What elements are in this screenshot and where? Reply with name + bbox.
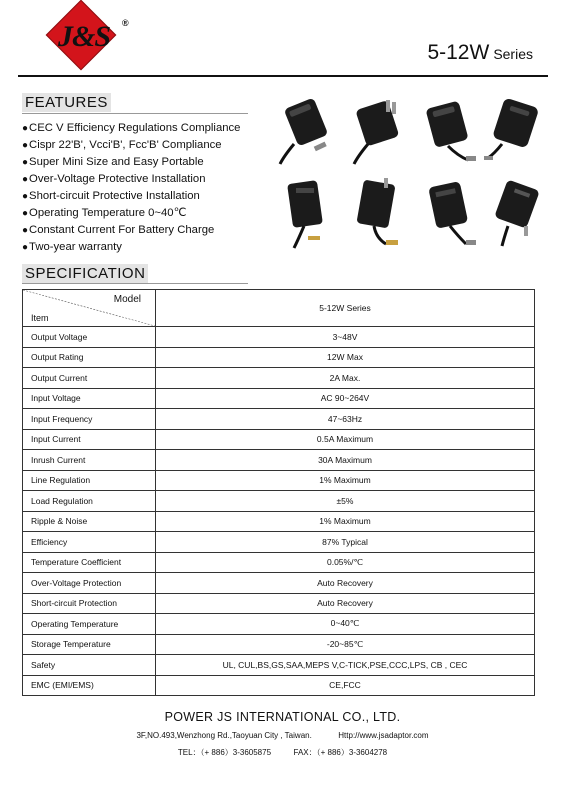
spec-value: 1% Maximum	[156, 511, 535, 532]
spec-value: 1% Maximum	[156, 470, 535, 491]
spec-value: ±5%	[156, 491, 535, 512]
spec-item: Inrush Current	[23, 450, 156, 471]
power-adapter-icon	[484, 178, 546, 250]
feature-item: ● Over-Voltage Protective Installation	[22, 171, 240, 188]
spec-item: Temperature Coefficient	[23, 552, 156, 573]
power-adapter-icon	[346, 94, 408, 166]
spec-value: 0.05%/℃	[156, 552, 535, 573]
power-adapter-icon	[346, 178, 408, 250]
series-suffix: Series	[493, 46, 533, 62]
spec-value: CE,FCC	[156, 675, 535, 696]
feature-item: ● Short-circuit Protective Installation	[22, 188, 240, 205]
feature-item: ● Super Mini Size and Easy Portable	[22, 154, 240, 171]
spec-value: 47~63Hz	[156, 409, 535, 430]
spec-item: Ripple & Noise	[23, 511, 156, 532]
spec-value: Auto Recovery	[156, 593, 535, 614]
spec-item: Safety	[23, 655, 156, 676]
model-label: Model	[113, 294, 141, 305]
registered-mark: ®	[122, 18, 129, 28]
table-row	[23, 327, 535, 348]
spec-item: Output Rating	[23, 347, 156, 368]
contact-line	[0, 747, 565, 758]
spec-value: Auto Recovery	[156, 573, 535, 594]
spec-item: Efficiency	[23, 532, 156, 553]
table-row	[23, 347, 535, 368]
tel-number: （+ 886）3-3605875	[200, 748, 272, 757]
table-row	[23, 634, 535, 655]
fax-label: FAX：	[293, 748, 317, 757]
table-row	[23, 552, 535, 573]
company-name: POWER JS INTERNATIONAL CO., LTD.	[164, 710, 401, 724]
spec-value: AC 90~264V	[156, 388, 535, 409]
feature-item: ● CEC V Efficiency Regulations Compliance	[22, 120, 240, 137]
power-adapter-icon	[418, 178, 480, 250]
model-value: 5-12W Series	[156, 290, 535, 327]
spec-item: Load Regulation	[23, 491, 156, 512]
features-list	[22, 120, 240, 256]
feature-item: ● Constant Current For Battery Charge	[22, 222, 240, 239]
spec-value: -20~85℃	[156, 634, 535, 655]
spec-item: Output Current	[23, 368, 156, 389]
table-row	[23, 593, 535, 614]
power-adapter-icon	[484, 94, 546, 166]
table-row	[23, 409, 535, 430]
spec-item: EMC (EMI/EMS)	[23, 675, 156, 696]
address-line	[0, 731, 565, 740]
header-rule	[18, 75, 548, 77]
spec-value: 30A Maximum	[156, 450, 535, 471]
table-row	[23, 470, 535, 491]
features-divider	[22, 113, 248, 114]
spec-item: Operating Temperature	[23, 614, 156, 635]
spec-value: UL, CUL,BS,GS,SAA,MEPS V,C-TICK,PSE,CCC,LPS, CB , CEC	[156, 655, 535, 676]
spec-item: Short-circuit Protection	[23, 593, 156, 614]
table-row	[23, 614, 535, 635]
table-row	[23, 655, 535, 676]
logo-text: J&S	[57, 20, 111, 53]
spec-value: 0.5A Maximum	[156, 429, 535, 450]
table-header-row	[23, 290, 535, 327]
table-row	[23, 491, 535, 512]
spec-item: Input Voltage	[23, 388, 156, 409]
spec-table	[22, 289, 535, 696]
feature-item: ● Operating Temperature 0~40℃	[22, 205, 240, 222]
fax-number: （+ 886）3-3604278	[316, 748, 388, 757]
product-photos	[258, 92, 548, 260]
feature-item: ● Cispr 22'B', Vcci'B', Fcc'B' Compliance	[22, 137, 240, 154]
table-row	[23, 675, 535, 696]
tel-label: TEL：	[177, 748, 201, 757]
specification-divider	[22, 283, 248, 284]
power-adapter-icon	[274, 178, 336, 250]
logo	[44, 12, 129, 66]
features-heading: FEATURES	[22, 93, 111, 112]
item-label: Item	[31, 313, 49, 323]
spec-value: 12W Max	[156, 347, 535, 368]
spec-item: Output Voltage	[23, 327, 156, 348]
address: 3F,NO.493,Wenzhong Rd.,Taoyuan City , Taiwan.	[136, 731, 312, 740]
website-link[interactable]: Http://www.jsadaptor.com	[338, 731, 429, 740]
spec-item: Over-Voltage Protection	[23, 573, 156, 594]
spec-value: 2A Max.	[156, 368, 535, 389]
spec-item: Storage Temperature	[23, 634, 156, 655]
spec-item: Line Regulation	[23, 470, 156, 491]
table-row	[23, 511, 535, 532]
spec-value: 3~48V	[156, 327, 535, 348]
table-row	[23, 450, 535, 471]
feature-item: ● Two-year warranty	[22, 239, 240, 256]
model-item-header	[23, 290, 156, 327]
table-row	[23, 388, 535, 409]
spec-item: Input Current	[23, 429, 156, 450]
spec-value: 87% Typical	[156, 532, 535, 553]
power-adapter-icon	[418, 94, 480, 166]
power-adapter-icon	[274, 94, 336, 166]
table-row	[23, 532, 535, 553]
spec-item: Input Frequency	[23, 409, 156, 430]
table-row	[23, 429, 535, 450]
page-title	[427, 41, 533, 65]
specification-heading: SPECIFICATION	[22, 264, 148, 283]
spec-value: 0~40℃	[156, 614, 535, 635]
table-row	[23, 368, 535, 389]
series-name: 5-12W	[427, 41, 490, 64]
table-row	[23, 573, 535, 594]
